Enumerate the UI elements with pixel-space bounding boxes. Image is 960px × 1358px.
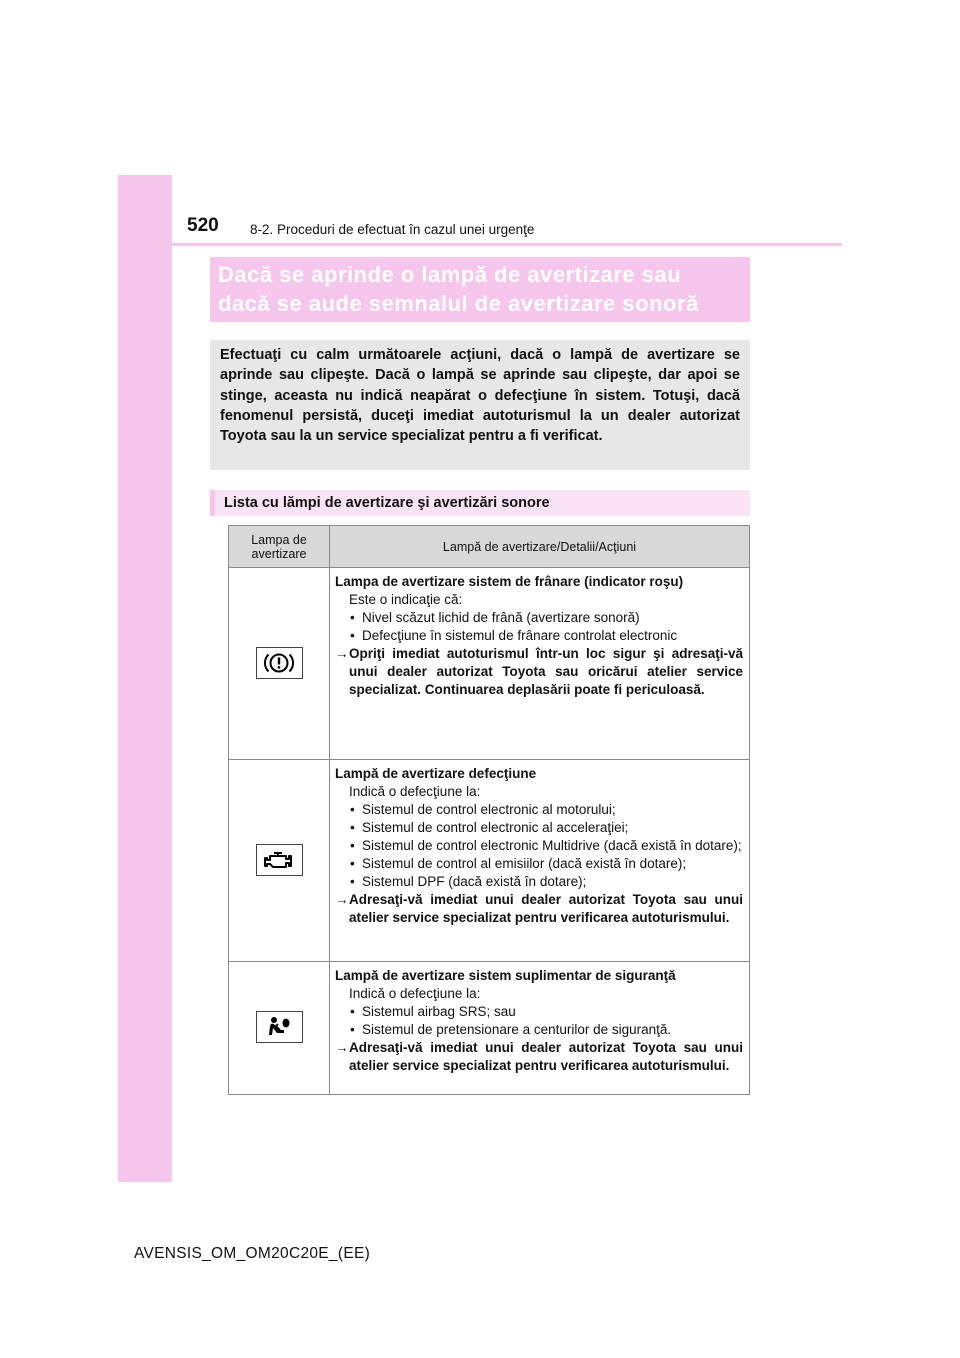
action-label: Adresaţi-vă imediat unui dealer autorizat Toyota sau unui atelier service specializat pentru verificarea autoturismului. [349,1040,743,1073]
title-line-2: dacă se aude semnalul de avertizare sonoră [218,291,699,316]
icon-cell [229,962,330,1095]
action-text [335,891,743,927]
table-row [229,760,750,962]
column-header-lamp: Lampa de avertizare [229,526,330,568]
warning-intro: Indică o defecţiune la: [349,784,481,799]
side-tab-band [118,175,172,1182]
table-header-row [229,526,750,568]
bullet-item: • Sistemul DPF (dacă există în dotare); [335,873,743,891]
chapter-title: 8-2. Proceduri de efectuat în cazul unei urgenţe [250,222,535,237]
action-label: Opriţi imediat autoturismul într-un loc sigur şi adresaţi-vă unui dealer autorizat Toyota sau oricărui atelier service specializat. Continuarea deplasării poate fi periculoasă. [349,646,743,697]
airbag-warning-icon [256,1011,303,1043]
description-cell [330,962,750,1095]
description-cell [330,760,750,962]
bullet-item: • Nivel scăzut lichid de frână (avertizare sonoră) [335,609,743,627]
arrow-icon: → [335,892,349,907]
subsection-header [210,490,750,516]
arrow-icon: → [335,1040,349,1055]
warning-title: Lampă de avertizare sistem suplimentar de siguranţă [335,968,676,983]
intro-box [210,340,750,470]
warning-title: Lampa de avertizare sistem de frânare (indicator roşu) [335,574,684,589]
warning-intro: Este o indicaţie că: [349,592,463,607]
document-code-footer: AVENSIS_OM_OM20C20E_(EE) [134,1245,371,1262]
action-text [335,1039,743,1075]
bullet-item: • Defecţiune în sistemul de frânare controlat electronic [335,627,743,645]
page-number: 520 [187,215,219,236]
bullet-item: • Sistemul de control electronic al acceleraţiei; [335,819,743,837]
warning-title: Lampă de avertizare defecţiune [335,766,537,781]
title-line-1: Dacă se aprinde o lampă de avertizare sau [218,262,682,287]
bullet-item: • Sistemul de pretensionare a centurilor de siguranţă. [335,1021,743,1039]
bullet-item: • Sistemul de control electronic al motorului; [335,801,743,819]
action-text [335,645,743,699]
arrow-icon: → [335,646,349,661]
subsection-title: Lista cu lămpi de avertizare şi avertizări sonore [224,495,550,511]
icon-cell [229,568,330,760]
header-rule [172,243,842,246]
action-label: Adresaţi-vă imediat unui dealer autorizat Toyota sau unui atelier service specializat pentru verificarea autoturismului. [349,892,743,925]
intro-text: Efectuaţi cu calm următoarele acţiuni, dacă o lampă de avertizare se aprinde sau clipeşte. Dacă o lampă se aprinde sau clipeşte, dar apoi se stinge, aceasta nu indică neapărat o defecţiune în sistem. Totuşi, dacă fenomenul persistă, duceţi imediat autoturismul la un dealer autorizat Toyota sau la un service specializat pentru a fi verificat. [220,347,740,445]
engine-malfunction-icon [256,844,303,876]
table-row [229,568,750,760]
warning-lights-table [228,525,750,1095]
brake-warning-icon [256,647,303,679]
bullet-item: • Sistemul airbag SRS; sau [335,1003,743,1021]
bullet-item: • Sistemul de control al emisiilor (dacă există în dotare); [335,855,743,873]
description-cell [330,568,750,760]
warning-intro: Indică o defecţiune la: [349,986,481,1001]
table-row [229,962,750,1095]
icon-cell [229,760,330,962]
section-title-banner [210,257,750,322]
column-header-details: Lampă de avertizare/Detalii/Acţiuni [330,526,750,568]
bullet-item: • Sistemul de control electronic Multidrive (dacă există în dotare); [335,837,743,855]
